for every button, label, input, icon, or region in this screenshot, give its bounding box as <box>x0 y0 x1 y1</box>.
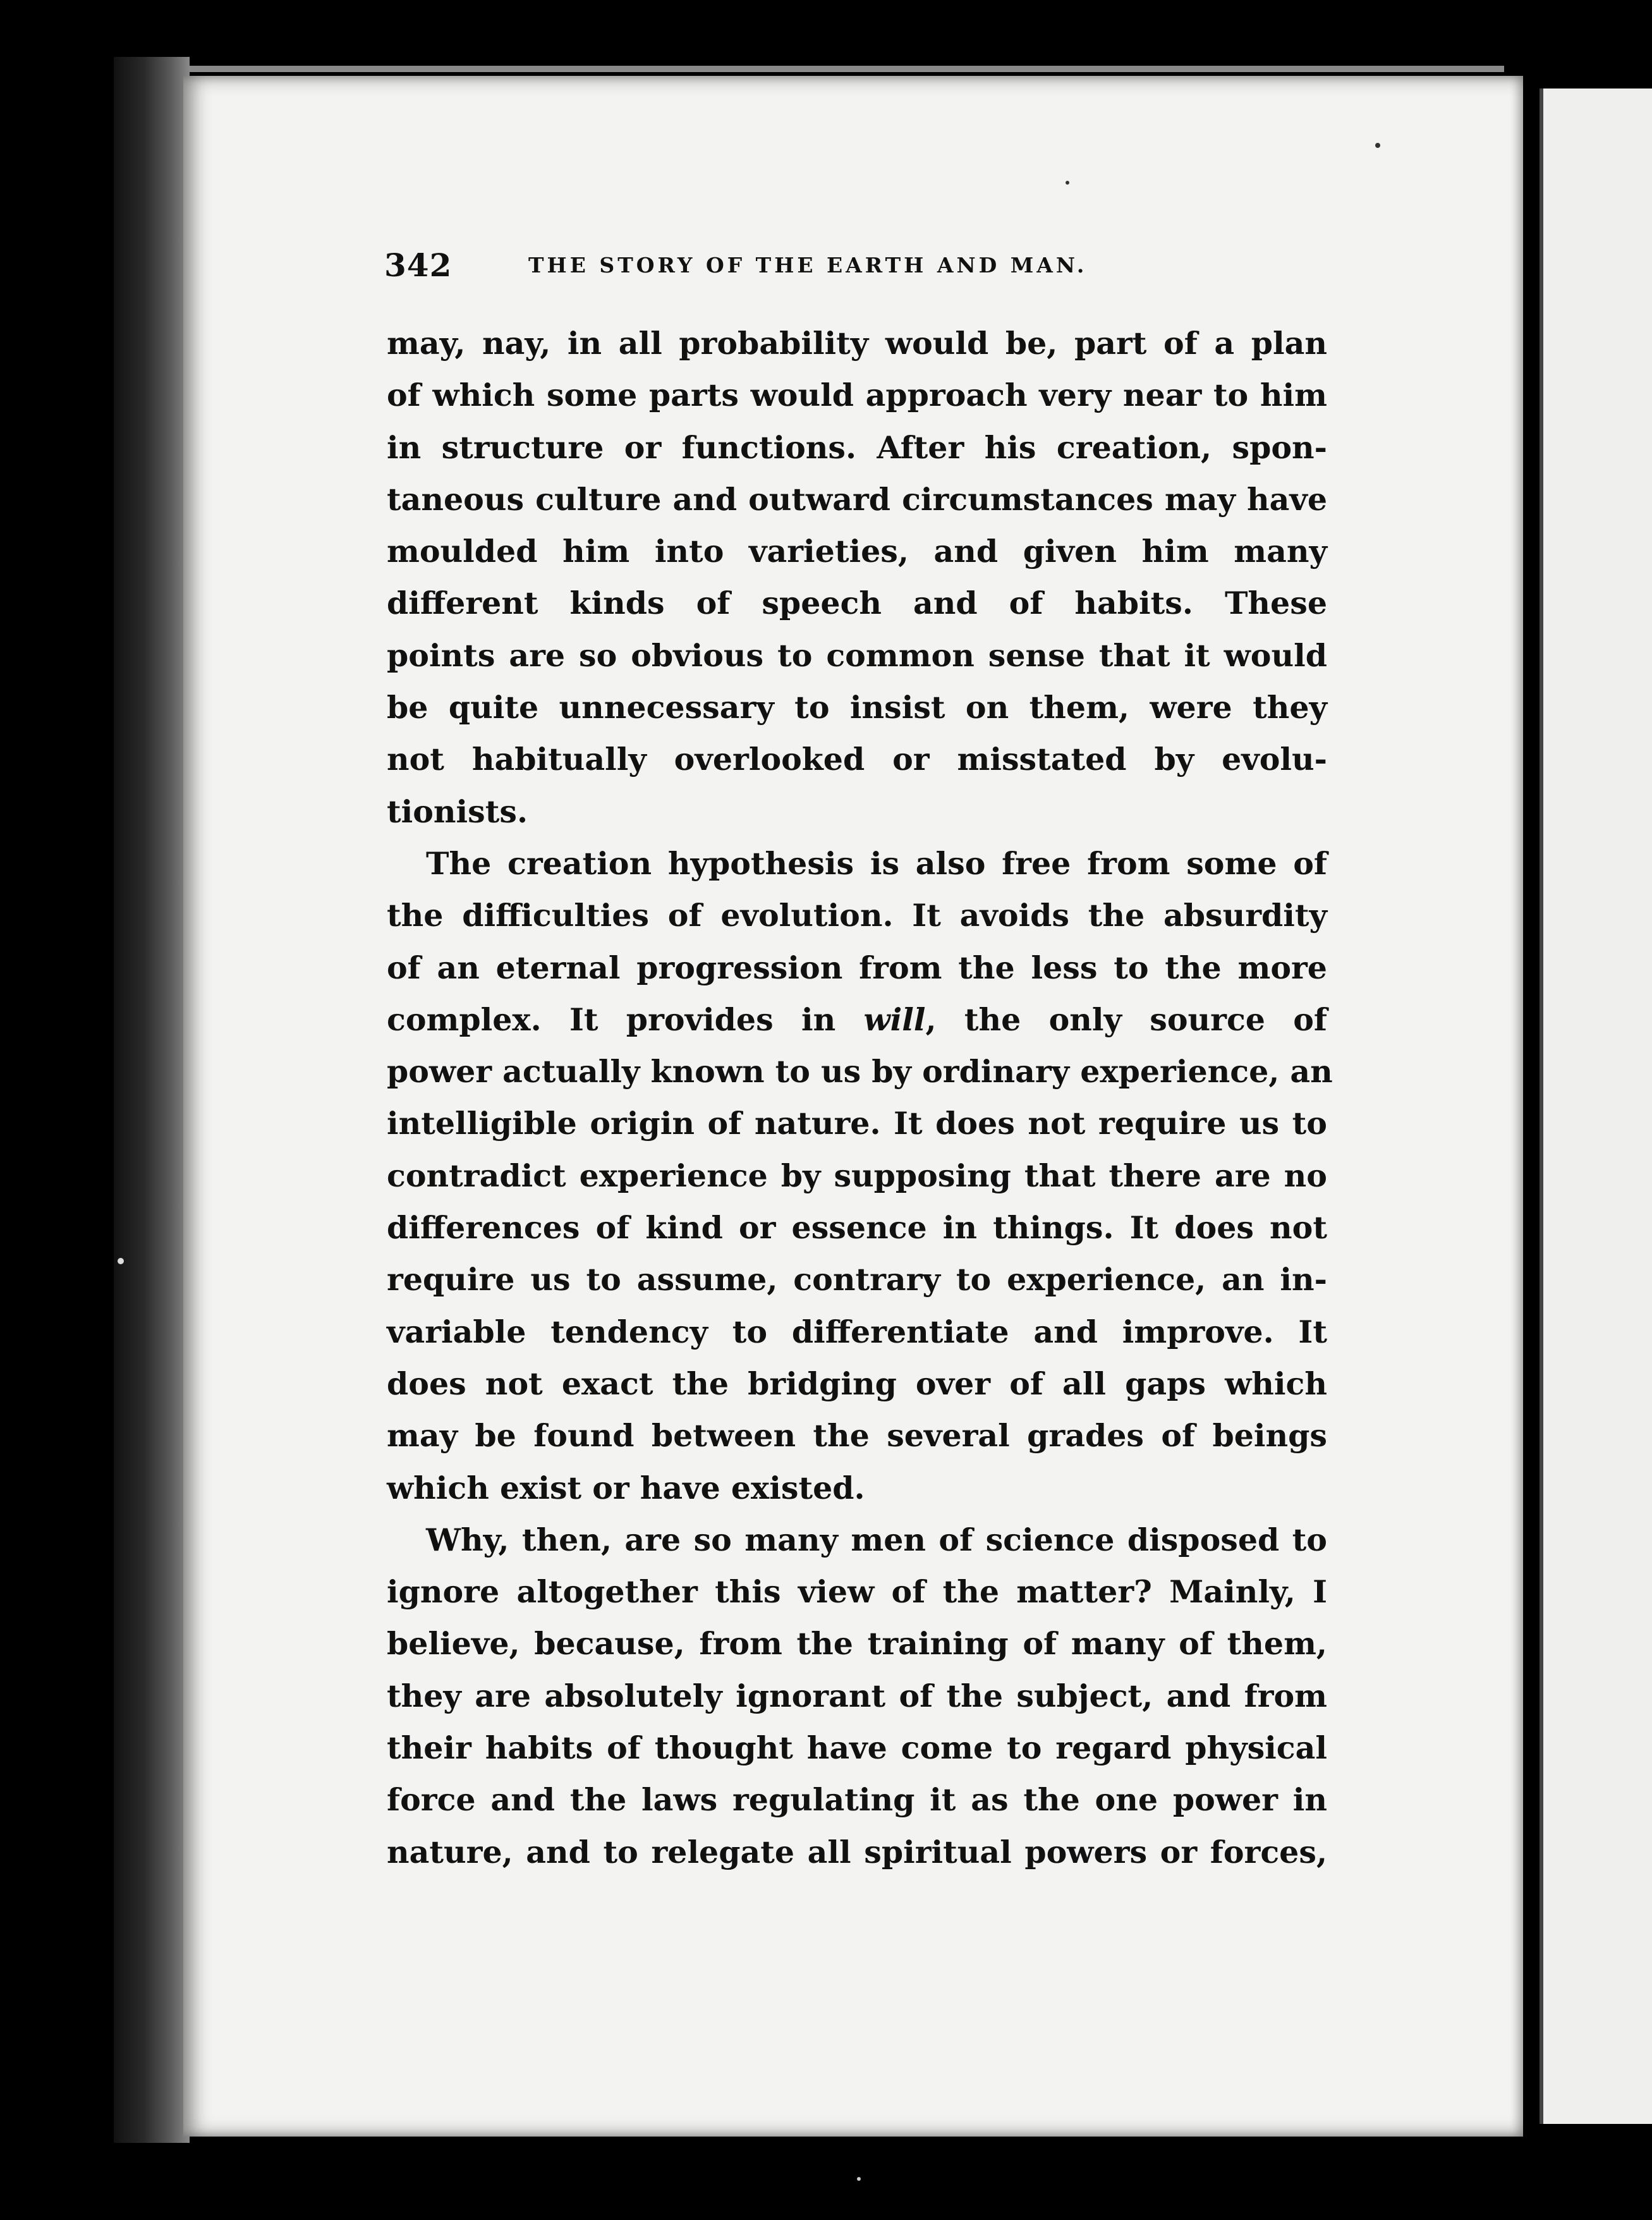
page-top-edge <box>190 66 1504 72</box>
text-line: ignore altogether this view of the matter? Mainly, I <box>387 1573 1327 1611</box>
text-line: moulded him into varieties, and given him many <box>387 533 1327 570</box>
text-line: of which some parts would approach very near to him <box>387 377 1327 414</box>
text-line: intelligible origin of nature. It does not require us to <box>387 1105 1327 1142</box>
text-line: require us to assume, contrary to experience, an in- <box>387 1261 1327 1298</box>
text-line: different kinds of speech and of habits. These <box>387 585 1327 622</box>
text-line <box>387 994 1327 1046</box>
text-line: taneous culture and outward circumstances may have <box>387 480 1327 518</box>
text-line: which exist or have existed. <box>387 1469 865 1506</box>
text-line: of an eternal progression from the less to the more <box>387 949 1327 986</box>
scan-speck <box>1066 181 1069 185</box>
text-fragment: , the only source of <box>925 1001 1328 1038</box>
text-line: in structure or functions. After his creation, spon- <box>387 429 1327 466</box>
text-line: The creation hypothesis is also free from some of <box>426 845 1327 882</box>
page-number: 342 <box>384 247 452 284</box>
text-line: may, nay, in all probability would be, part of a plan <box>387 325 1327 362</box>
text-line: not habitually overlooked or misstated by evolu- <box>387 741 1327 778</box>
text-line: differences of kind or essence in things. It does not <box>387 1209 1327 1247</box>
text-line: Why, then, are so many men of science disposed to <box>426 1521 1327 1558</box>
text-line: their habits of thought have come to regard physical <box>387 1729 1327 1767</box>
running-head: THE STORY OF THE EARTH AND MAN. <box>528 253 1088 278</box>
book-binding <box>114 57 190 2143</box>
scan-speck <box>118 1258 124 1264</box>
text-line: nature, and to relegate all spiritual powers or forces, <box>387 1833 1327 1870</box>
text-line: they are absolutely ignorant of the subject, and from <box>387 1677 1327 1714</box>
text-line: contradict experience by supposing that there are no <box>387 1157 1327 1194</box>
scan-speck <box>1375 143 1380 148</box>
page-header <box>384 247 1332 291</box>
text-line: power actually known to us by ordinary experience, an <box>387 1053 1333 1090</box>
text-fragment: complex. It provides in <box>387 1001 864 1038</box>
text-line: variable tendency to differentiate and improve. It <box>387 1313 1327 1350</box>
text-line: the difficulties of evolution. It avoids the absurdity <box>387 897 1327 934</box>
facing-page-edge <box>1540 88 1652 2124</box>
body-text <box>387 317 1333 1878</box>
text-line: tionists. <box>387 793 528 830</box>
text-line: points are so obvious to common sense that it would <box>387 637 1327 674</box>
text-line: does not exact the bridging over of all gaps which <box>387 1365 1327 1402</box>
text-line: be quite unnecessary to insist on them, were they <box>387 689 1327 726</box>
scan-speck <box>857 2177 861 2181</box>
text-line: force and the laws regulating it as the one power in <box>387 1781 1327 1819</box>
text-line: believe, because, from the training of many of them, <box>387 1625 1327 1662</box>
text-line: may be found between the several grades of beings <box>387 1417 1327 1455</box>
italic-word: will <box>863 1001 926 1038</box>
